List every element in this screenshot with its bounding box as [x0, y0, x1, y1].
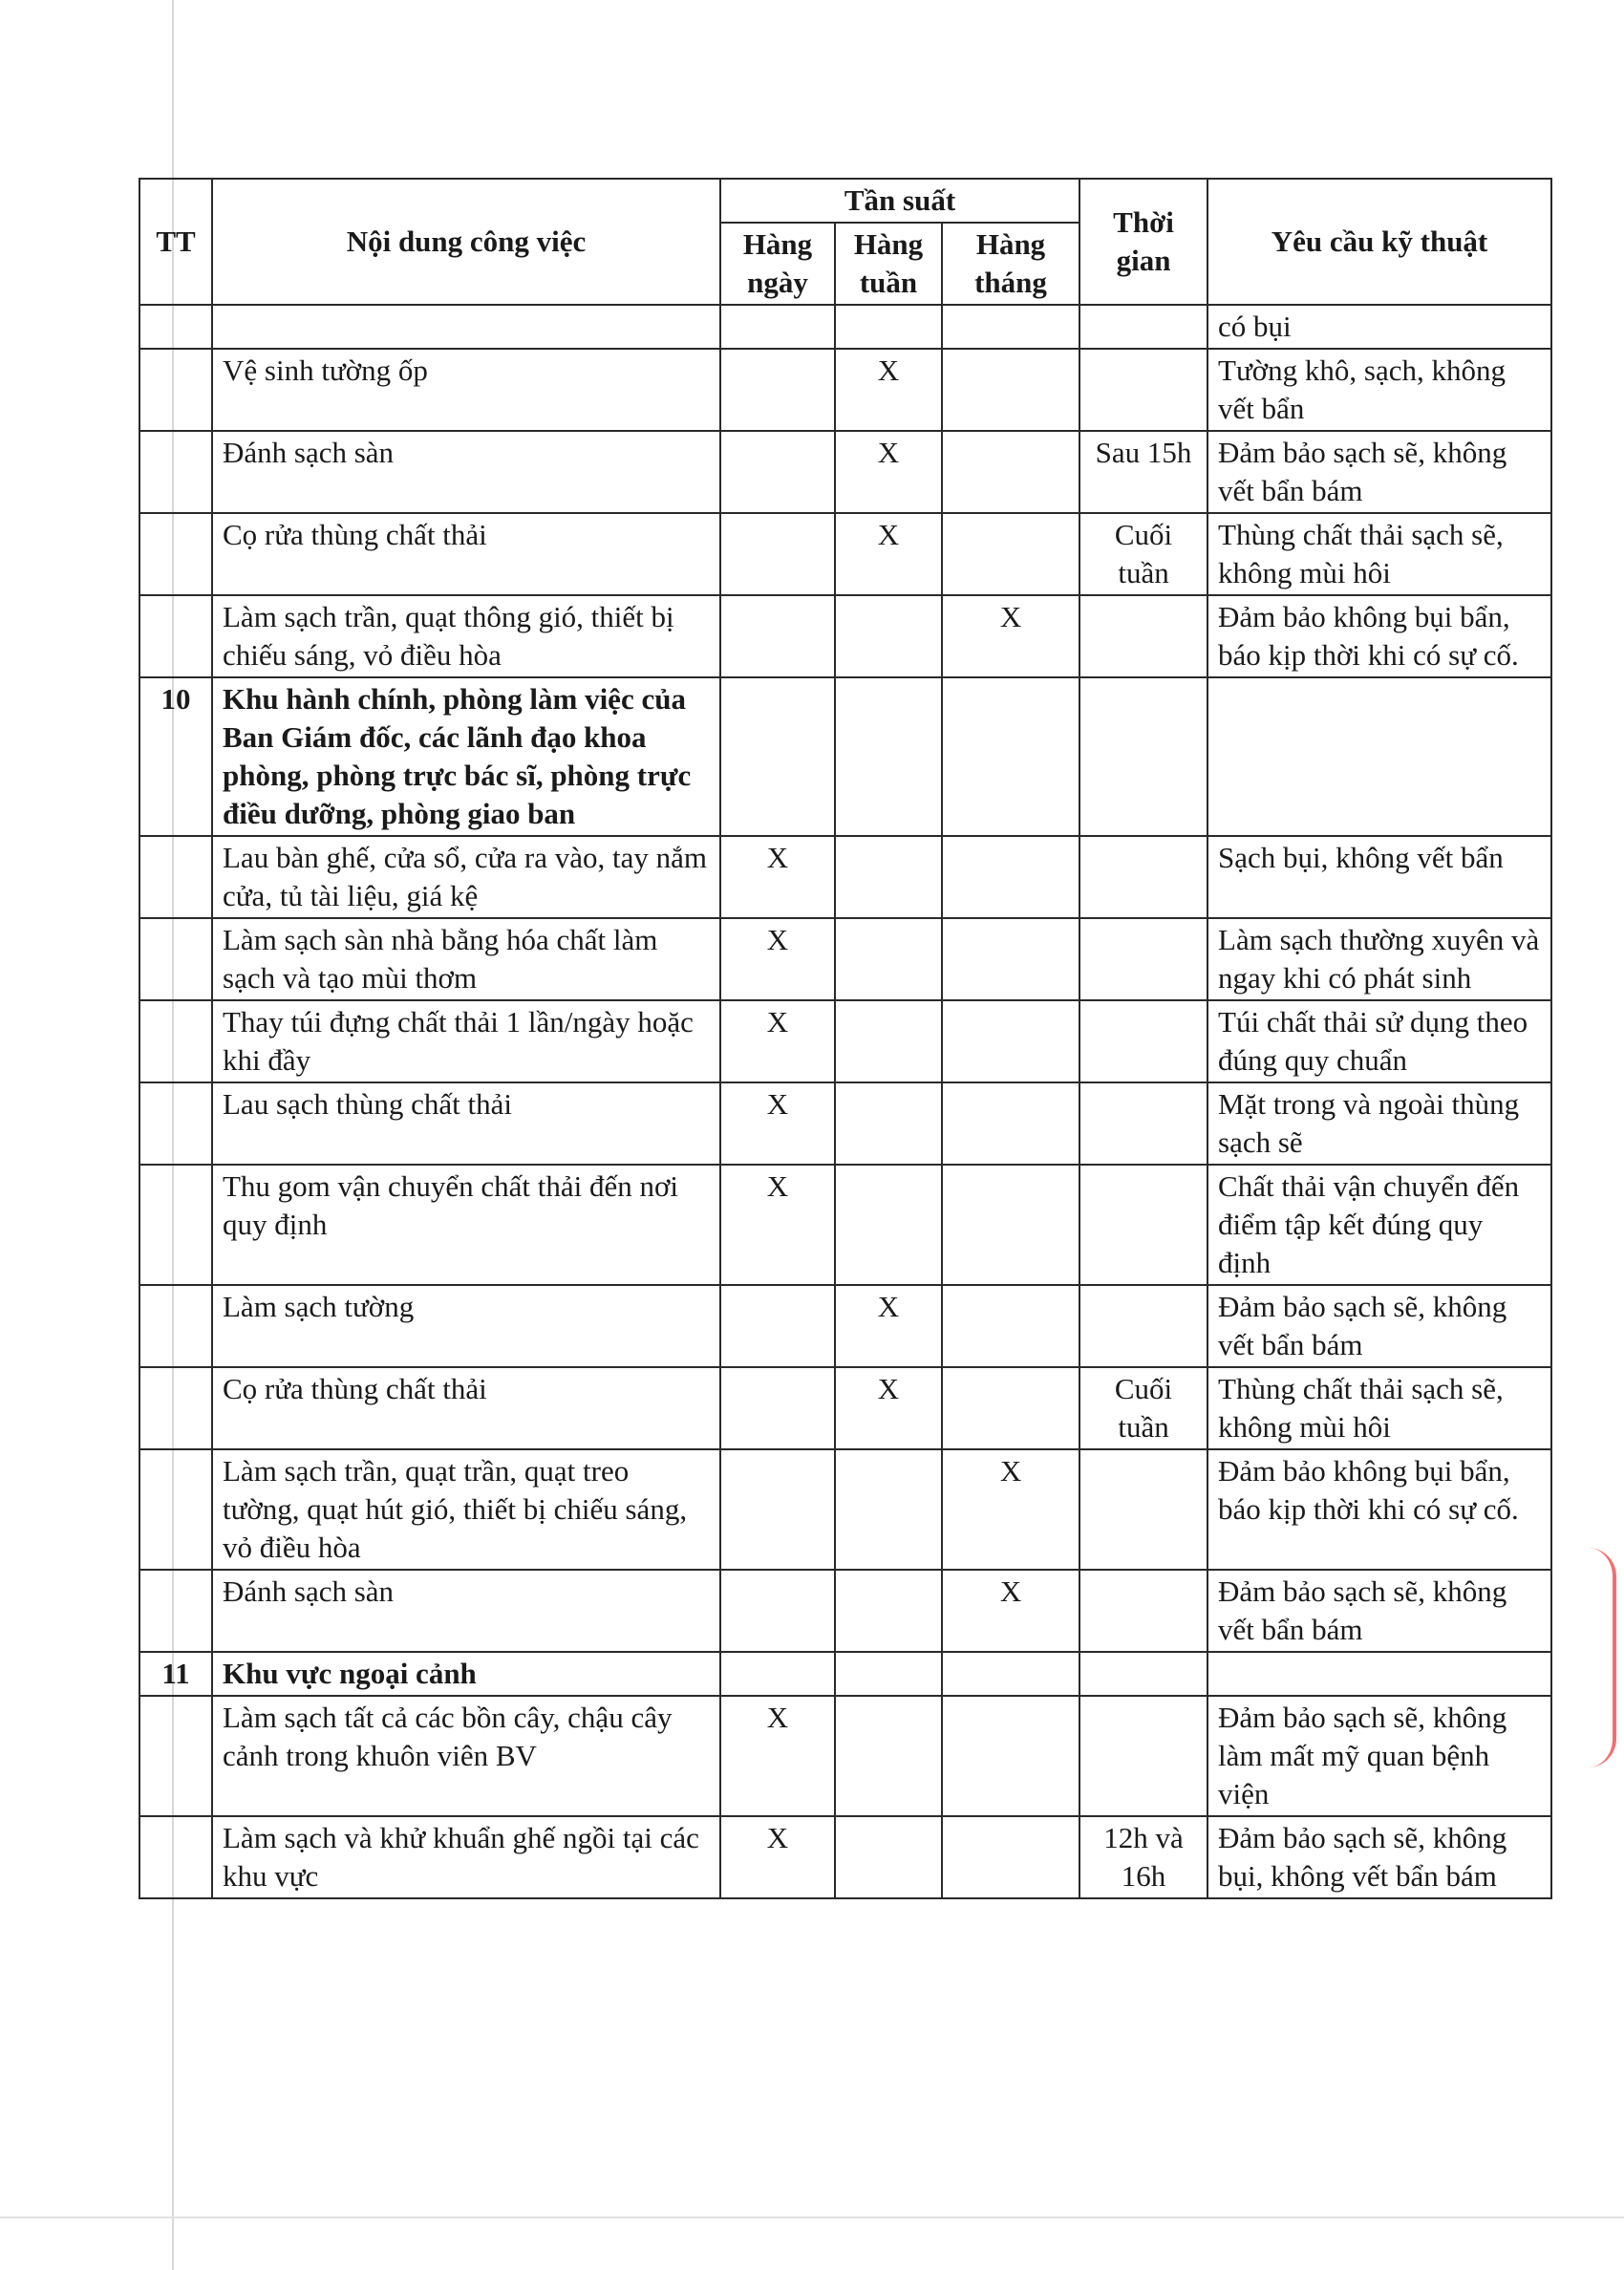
cell-requirement: Túi chất thải sử dụng theo đúng quy chuẩn — [1207, 1000, 1551, 1082]
cell-content: Làm sạch tường — [212, 1285, 720, 1367]
cell-weekly — [835, 836, 942, 918]
cell-requirement: Đảm bảo sạch sẽ, không bụi, không vết bẩn bám — [1207, 1816, 1551, 1898]
cell-daily — [720, 595, 835, 677]
table-row — [139, 349, 1551, 431]
cell-weekly: X — [835, 349, 942, 431]
cell-weekly — [835, 1165, 942, 1285]
cell-tt — [139, 1696, 212, 1816]
cell-time — [1079, 595, 1207, 677]
header-row — [139, 179, 1551, 223]
cell-daily — [720, 431, 835, 513]
cell-tt — [139, 1367, 212, 1449]
cell-daily — [720, 1449, 835, 1570]
table-row — [139, 1000, 1551, 1082]
cell-tt: 10 — [139, 677, 212, 836]
cell-content: Đánh sạch sàn — [212, 431, 720, 513]
cell-monthly: X — [942, 595, 1079, 677]
cell-requirement — [1207, 1652, 1551, 1696]
table-row — [139, 1165, 1551, 1285]
table-body — [139, 305, 1551, 1898]
table-row — [139, 918, 1551, 1000]
cell-weekly — [835, 1449, 942, 1570]
cell-monthly — [942, 349, 1079, 431]
cell-daily: X — [720, 918, 835, 1000]
cell-requirement: Thùng chất thải sạch sẽ, không mùi hôi — [1207, 513, 1551, 595]
cell-content: Làm sạch trần, quạt trần, quạt treo tường, quạt hút gió, thiết bị chiếu sáng, vỏ điều hòa — [212, 1449, 720, 1570]
cell-monthly: X — [942, 1449, 1079, 1570]
cell-weekly — [835, 305, 942, 349]
cell-tt — [139, 1570, 212, 1652]
cell-daily — [720, 305, 835, 349]
cell-requirement: Đảm bảo không bụi bẩn, báo kịp thời khi có sự cố. — [1207, 595, 1551, 677]
cell-monthly — [942, 918, 1079, 1000]
header-tt: TT — [139, 179, 212, 305]
cell-tt: 11 — [139, 1652, 212, 1696]
cell-time — [1079, 349, 1207, 431]
table-row — [139, 1816, 1551, 1898]
cell-requirement: Tường khô, sạch, không vết bẩn — [1207, 349, 1551, 431]
table-row — [139, 305, 1551, 349]
cell-requirement — [1207, 677, 1551, 836]
cell-content: Khu hành chính, phòng làm việc của Ban Giám đốc, các lãnh đạo khoa phòng, phòng trực bác sĩ, phòng trực điều dưỡng, phòng giao ban — [212, 677, 720, 836]
cell-daily — [720, 677, 835, 836]
cell-requirement: Thùng chất thải sạch sẽ, không mùi hôi — [1207, 1367, 1551, 1449]
cell-tt — [139, 836, 212, 918]
cell-tt — [139, 1449, 212, 1570]
cell-content: Làm sạch trần, quạt thông gió, thiết bị chiếu sáng, vỏ điều hòa — [212, 595, 720, 677]
cell-content: Vệ sinh tường ốp — [212, 349, 720, 431]
cell-tt — [139, 349, 212, 431]
header-frequency: Tần suất — [720, 179, 1079, 223]
cell-content: Làm sạch tất cả các bồn cây, chậu cây cảnh trong khuôn viên BV — [212, 1696, 720, 1816]
table-row — [139, 1696, 1551, 1816]
cell-daily — [720, 1367, 835, 1449]
cell-tt — [139, 1082, 212, 1165]
cell-weekly — [835, 677, 942, 836]
cell-daily: X — [720, 1165, 835, 1285]
cell-time — [1079, 1449, 1207, 1570]
header-requirement: Yêu cầu kỹ thuật — [1207, 179, 1551, 305]
cell-weekly — [835, 1816, 942, 1898]
cell-content: Lau bàn ghế, cửa sổ, cửa ra vào, tay nắm cửa, tủ tài liệu, giá kệ — [212, 836, 720, 918]
cell-tt — [139, 1285, 212, 1367]
cell-requirement: Đảm bảo không bụi bẩn, báo kịp thời khi có sự cố. — [1207, 1449, 1551, 1570]
cell-weekly — [835, 1652, 942, 1696]
cell-monthly — [942, 1816, 1079, 1898]
cell-time: Cuối tuần — [1079, 1367, 1207, 1449]
cell-tt — [139, 1000, 212, 1082]
cell-weekly: X — [835, 1367, 942, 1449]
cell-time — [1079, 1570, 1207, 1652]
page-bottom-edge — [0, 2216, 1624, 2218]
cell-monthly — [942, 305, 1079, 349]
cell-tt — [139, 305, 212, 349]
cell-monthly — [942, 1696, 1079, 1816]
cell-monthly: X — [942, 1570, 1079, 1652]
table-row — [139, 595, 1551, 677]
cell-weekly — [835, 918, 942, 1000]
cell-monthly — [942, 677, 1079, 836]
cell-weekly: X — [835, 1285, 942, 1367]
cell-time — [1079, 1082, 1207, 1165]
cell-content: Thu gom vận chuyển chất thải đến nơi quy định — [212, 1165, 720, 1285]
cell-monthly — [942, 1285, 1079, 1367]
cell-weekly — [835, 1570, 942, 1652]
cell-time: Sau 15h — [1079, 431, 1207, 513]
header-weekly: Hàng tuần — [835, 223, 942, 305]
cell-content: Cọ rửa thùng chất thải — [212, 513, 720, 595]
table-row — [139, 1449, 1551, 1570]
cell-weekly — [835, 1082, 942, 1165]
cell-daily — [720, 513, 835, 595]
cell-time — [1079, 1285, 1207, 1367]
cell-time — [1079, 305, 1207, 349]
cell-monthly — [942, 1082, 1079, 1165]
cell-daily — [720, 349, 835, 431]
cell-content: Đánh sạch sàn — [212, 1570, 720, 1652]
table-row — [139, 513, 1551, 595]
table-row — [139, 1652, 1551, 1696]
table-row — [139, 1285, 1551, 1367]
cell-time — [1079, 677, 1207, 836]
cell-monthly — [942, 1000, 1079, 1082]
cell-content: Cọ rửa thùng chất thải — [212, 1367, 720, 1449]
cell-weekly: X — [835, 513, 942, 595]
cell-content: Khu vực ngoại cảnh — [212, 1652, 720, 1696]
cell-requirement: Chất thải vận chuyển đến điểm tập kết đúng quy định — [1207, 1165, 1551, 1285]
cell-requirement: Làm sạch thường xuyên và ngay khi có phát sinh — [1207, 918, 1551, 1000]
table-row — [139, 677, 1551, 836]
cell-time — [1079, 1000, 1207, 1082]
cell-requirement: Sạch bụi, không vết bẩn — [1207, 836, 1551, 918]
header-content: Nội dung công việc — [212, 179, 720, 305]
header-monthly: Hàng tháng — [942, 223, 1079, 305]
cell-requirement: Đảm bảo sạch sẽ, không làm mất mỹ quan bệnh viện — [1207, 1696, 1551, 1816]
cleaning-schedule-table — [139, 178, 1552, 1899]
cell-weekly: X — [835, 431, 942, 513]
header-daily: Hàng ngày — [720, 223, 835, 305]
cell-time: Cuối tuần — [1079, 513, 1207, 595]
cell-content — [212, 305, 720, 349]
cell-time — [1079, 1652, 1207, 1696]
cell-daily: X — [720, 1000, 835, 1082]
cell-content: Lau sạch thùng chất thải — [212, 1082, 720, 1165]
cell-requirement: Mặt trong và ngoài thùng sạch sẽ — [1207, 1082, 1551, 1165]
cell-tt — [139, 431, 212, 513]
cell-monthly — [942, 1165, 1079, 1285]
cell-daily: X — [720, 1082, 835, 1165]
cell-time: 12h và 16h — [1079, 1816, 1207, 1898]
cell-tt — [139, 595, 212, 677]
header-time: Thời gian — [1079, 179, 1207, 305]
cell-time — [1079, 836, 1207, 918]
table-row — [139, 1570, 1551, 1652]
cell-tt — [139, 918, 212, 1000]
cell-time — [1079, 918, 1207, 1000]
cell-content: Thay túi đựng chất thải 1 lần/ngày hoặc khi đầy — [212, 1000, 720, 1082]
table-row — [139, 1367, 1551, 1449]
cell-content: Làm sạch và khử khuẩn ghế ngồi tại các khu vực — [212, 1816, 720, 1898]
cell-weekly — [835, 595, 942, 677]
cell-content: Làm sạch sàn nhà bằng hóa chất làm sạch và tạo mùi thơm — [212, 918, 720, 1000]
table-row — [139, 836, 1551, 918]
cell-daily: X — [720, 1816, 835, 1898]
cell-monthly — [942, 1652, 1079, 1696]
cell-tt — [139, 1165, 212, 1285]
cell-daily — [720, 1570, 835, 1652]
cell-monthly — [942, 431, 1079, 513]
cell-requirement: có bụi — [1207, 305, 1551, 349]
cell-monthly — [942, 513, 1079, 595]
cell-time — [1079, 1696, 1207, 1816]
cell-monthly — [942, 1367, 1079, 1449]
cell-daily: X — [720, 836, 835, 918]
cell-monthly — [942, 836, 1079, 918]
cell-daily — [720, 1285, 835, 1367]
cell-weekly — [835, 1696, 942, 1816]
table-row — [139, 431, 1551, 513]
cell-requirement: Đảm bảo sạch sẽ, không vết bẩn bám — [1207, 1285, 1551, 1367]
table-row — [139, 1082, 1551, 1165]
cell-tt — [139, 1816, 212, 1898]
red-stamp-mark — [1588, 1548, 1616, 1767]
cell-requirement: Đảm bảo sạch sẽ, không vết bẩn bám — [1207, 1570, 1551, 1652]
cell-requirement: Đảm bảo sạch sẽ, không vết bẩn bám — [1207, 431, 1551, 513]
cell-daily — [720, 1652, 835, 1696]
cell-tt — [139, 513, 212, 595]
cell-daily: X — [720, 1696, 835, 1816]
cell-weekly — [835, 1000, 942, 1082]
cell-time — [1079, 1165, 1207, 1285]
